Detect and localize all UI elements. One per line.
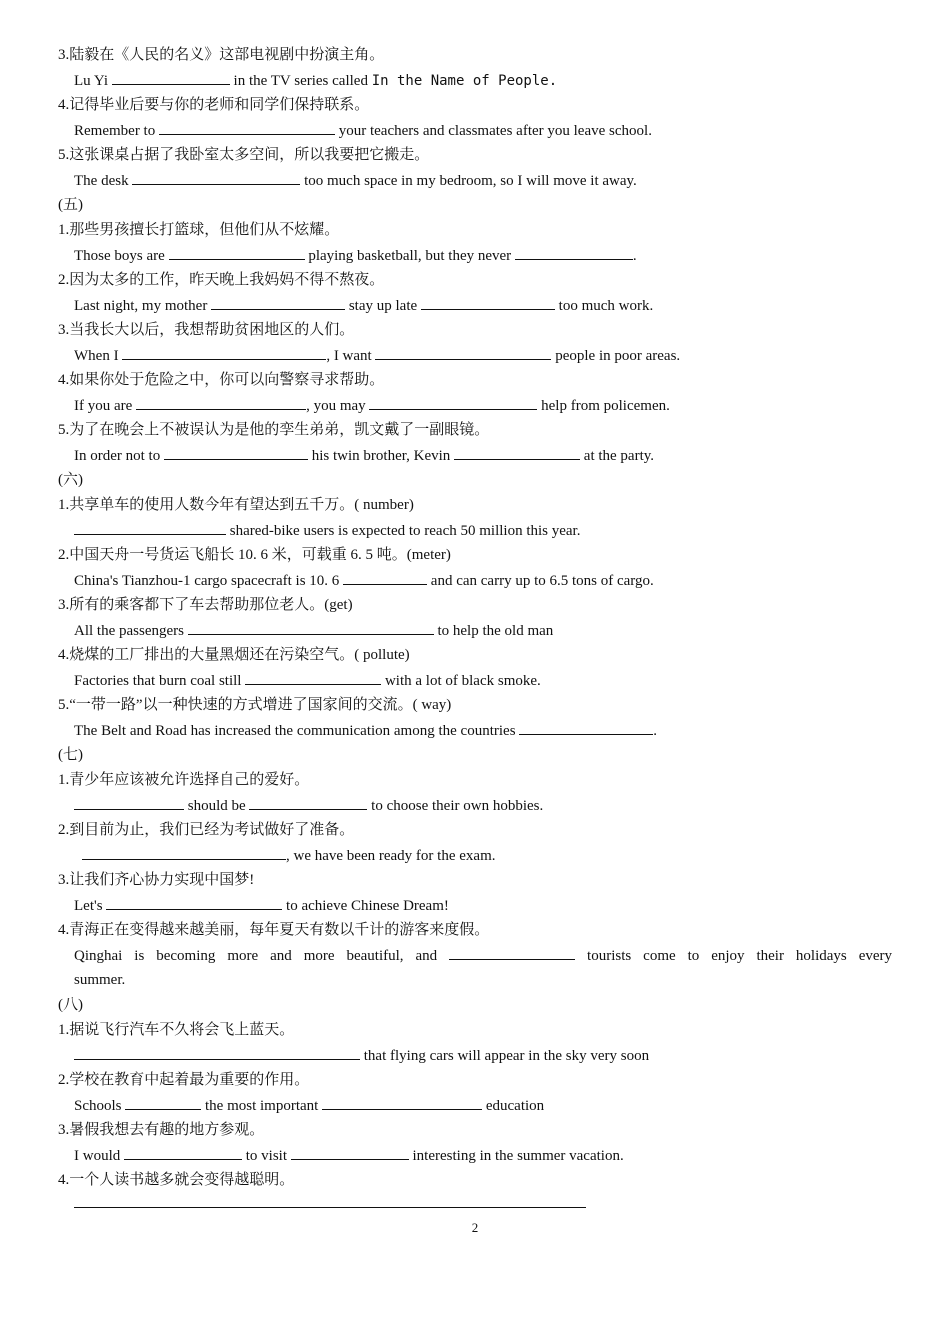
answer-line-continued: summer. bbox=[74, 972, 126, 988]
question-text: 3.所有的乘客都下了车去帮助那位老人。(get) bbox=[58, 597, 353, 613]
blank[interactable] bbox=[124, 1145, 242, 1160]
question-text: 1.共享单车的使用人数今年有望达到五千万。( number) bbox=[58, 497, 414, 513]
blank[interactable] bbox=[169, 245, 305, 260]
answer-line: In order not to his twin brother, Kevin at the party. bbox=[74, 445, 654, 466]
blank[interactable] bbox=[82, 845, 286, 860]
blank[interactable] bbox=[164, 445, 308, 460]
answer-line: China's Tianzhou-1 cargo spacecraft is 10. 6 and can carry up to 6.5 tons of cargo. bbox=[74, 570, 654, 591]
question-text: 2.中国天舟一号货运飞船长 10. 6 米，可载重 6. 5 吨。(meter) bbox=[58, 547, 451, 563]
question-text: 4.一个人读书越多就会变得越聪明。 bbox=[58, 1172, 295, 1188]
blank[interactable] bbox=[211, 295, 345, 310]
question-text: 4.记得毕业后要与你的老师和同学们保持联系。 bbox=[58, 97, 370, 113]
blank[interactable] bbox=[245, 670, 381, 685]
blank[interactable] bbox=[125, 1095, 201, 1110]
blank[interactable] bbox=[291, 1145, 409, 1160]
answer-line: When I , I want people in poor areas. bbox=[74, 345, 680, 366]
answer-line: Lu Yi in the TV series called In the Name of People. bbox=[74, 70, 557, 91]
answer-line: Qinghai is becoming more and more beautiful, and tourists come to enjoy their holidays every bbox=[74, 945, 892, 966]
question-text: 2.学校在教育中起着最为重要的作用。 bbox=[58, 1072, 310, 1088]
answer-line: , we have been ready for the exam. bbox=[82, 845, 495, 866]
question-text: 1.青少年应该被允许选择自己的爱好。 bbox=[58, 772, 310, 788]
blank[interactable] bbox=[454, 445, 580, 460]
blank[interactable] bbox=[249, 795, 367, 810]
question-text: 3.暑假我想去有趣的地方参观。 bbox=[58, 1122, 265, 1138]
page-number: 2 bbox=[471, 1220, 479, 1235]
question-text: 4.如果你处于危险之中，你可以向警察寻求帮助。 bbox=[58, 372, 385, 388]
answer-line: Factories that burn coal still with a lot of black smoke. bbox=[74, 670, 541, 691]
question-text: 4.青海正在变得越来越美丽，每年夏天有数以千计的游客来度假。 bbox=[58, 922, 490, 938]
blank[interactable] bbox=[449, 945, 575, 960]
blank[interactable] bbox=[106, 895, 282, 910]
question-text: 5.这张课桌占据了我卧室太多空间，所以我要把它搬走。 bbox=[58, 147, 430, 163]
answer-line: If you are , you may help from policemen. bbox=[74, 395, 670, 416]
question-text: 4.烧煤的工厂排出的大量黑烟还在污染空气。( pollute) bbox=[58, 647, 410, 663]
question-text: 5.为了在晚会上不被误认为是他的孪生弟弟，凯文戴了一副眼镜。 bbox=[58, 422, 490, 438]
section-heading: (六) bbox=[58, 472, 83, 488]
blank[interactable] bbox=[519, 720, 653, 735]
blank[interactable] bbox=[343, 570, 427, 585]
answer-line: Remember to your teachers and classmates after you leave school. bbox=[74, 120, 652, 141]
answer-line: Those boys are playing basketball, but they never . bbox=[74, 245, 637, 266]
blank[interactable] bbox=[369, 395, 537, 410]
answer-line: All the passengers to help the old man bbox=[74, 620, 553, 641]
blank[interactable] bbox=[132, 170, 300, 185]
blank[interactable] bbox=[188, 620, 434, 635]
section-heading: (五) bbox=[58, 197, 83, 213]
question-text: 1.据说飞行汽车不久将会飞上蓝天。 bbox=[58, 1022, 295, 1038]
answer-line: that flying cars will appear in the sky very soon bbox=[74, 1045, 649, 1066]
question-text: 5.“一带一路”以一种快速的方式增进了国家间的交流。( way) bbox=[58, 697, 452, 713]
question-text: 3.陆毅在《人民的名义》这部电视剧中扮演主角。 bbox=[58, 47, 385, 63]
blank[interactable] bbox=[74, 520, 226, 535]
answer-line: shared-bike users is expected to reach 50 million this year. bbox=[74, 520, 580, 541]
section-heading: (七) bbox=[58, 747, 83, 763]
answer-line: should be to choose their own hobbies. bbox=[74, 795, 543, 816]
answer-line: The desk too much space in my bedroom, so I will move it away. bbox=[74, 170, 637, 191]
question-text: 1.那些男孩擅长打篮球，但他们从不炫耀。 bbox=[58, 222, 340, 238]
blank[interactable] bbox=[515, 245, 633, 260]
answer-line: Last night, my mother stay up late too much work. bbox=[74, 295, 653, 316]
blank[interactable] bbox=[421, 295, 555, 310]
blank[interactable] bbox=[112, 70, 230, 85]
answer-line: I would to visit interesting in the summer vacation. bbox=[74, 1145, 624, 1166]
answer-line: Let's to achieve Chinese Dream! bbox=[74, 895, 449, 916]
section-heading: (八) bbox=[58, 997, 83, 1013]
answer-line: The Belt and Road has increased the communication among the countries . bbox=[74, 720, 657, 741]
question-text: 2.因为太多的工作，昨天晚上我妈妈不得不熬夜。 bbox=[58, 272, 385, 288]
question-text: 3.当我长大以后，我想帮助贫困地区的人们。 bbox=[58, 322, 355, 338]
blank[interactable] bbox=[159, 120, 335, 135]
question-text: 3.让我们齐心协力实现中国梦! bbox=[58, 872, 255, 888]
question-text: 2.到目前为止，我们已经为考试做好了准备。 bbox=[58, 822, 355, 838]
blank[interactable] bbox=[122, 345, 326, 360]
blank[interactable] bbox=[74, 795, 184, 810]
answer-blank-full[interactable] bbox=[74, 1207, 586, 1208]
blank[interactable] bbox=[74, 1045, 360, 1060]
blank[interactable] bbox=[375, 345, 551, 360]
answer-line: Schools the most important education bbox=[74, 1095, 544, 1116]
blank[interactable] bbox=[136, 395, 306, 410]
blank[interactable] bbox=[322, 1095, 482, 1110]
